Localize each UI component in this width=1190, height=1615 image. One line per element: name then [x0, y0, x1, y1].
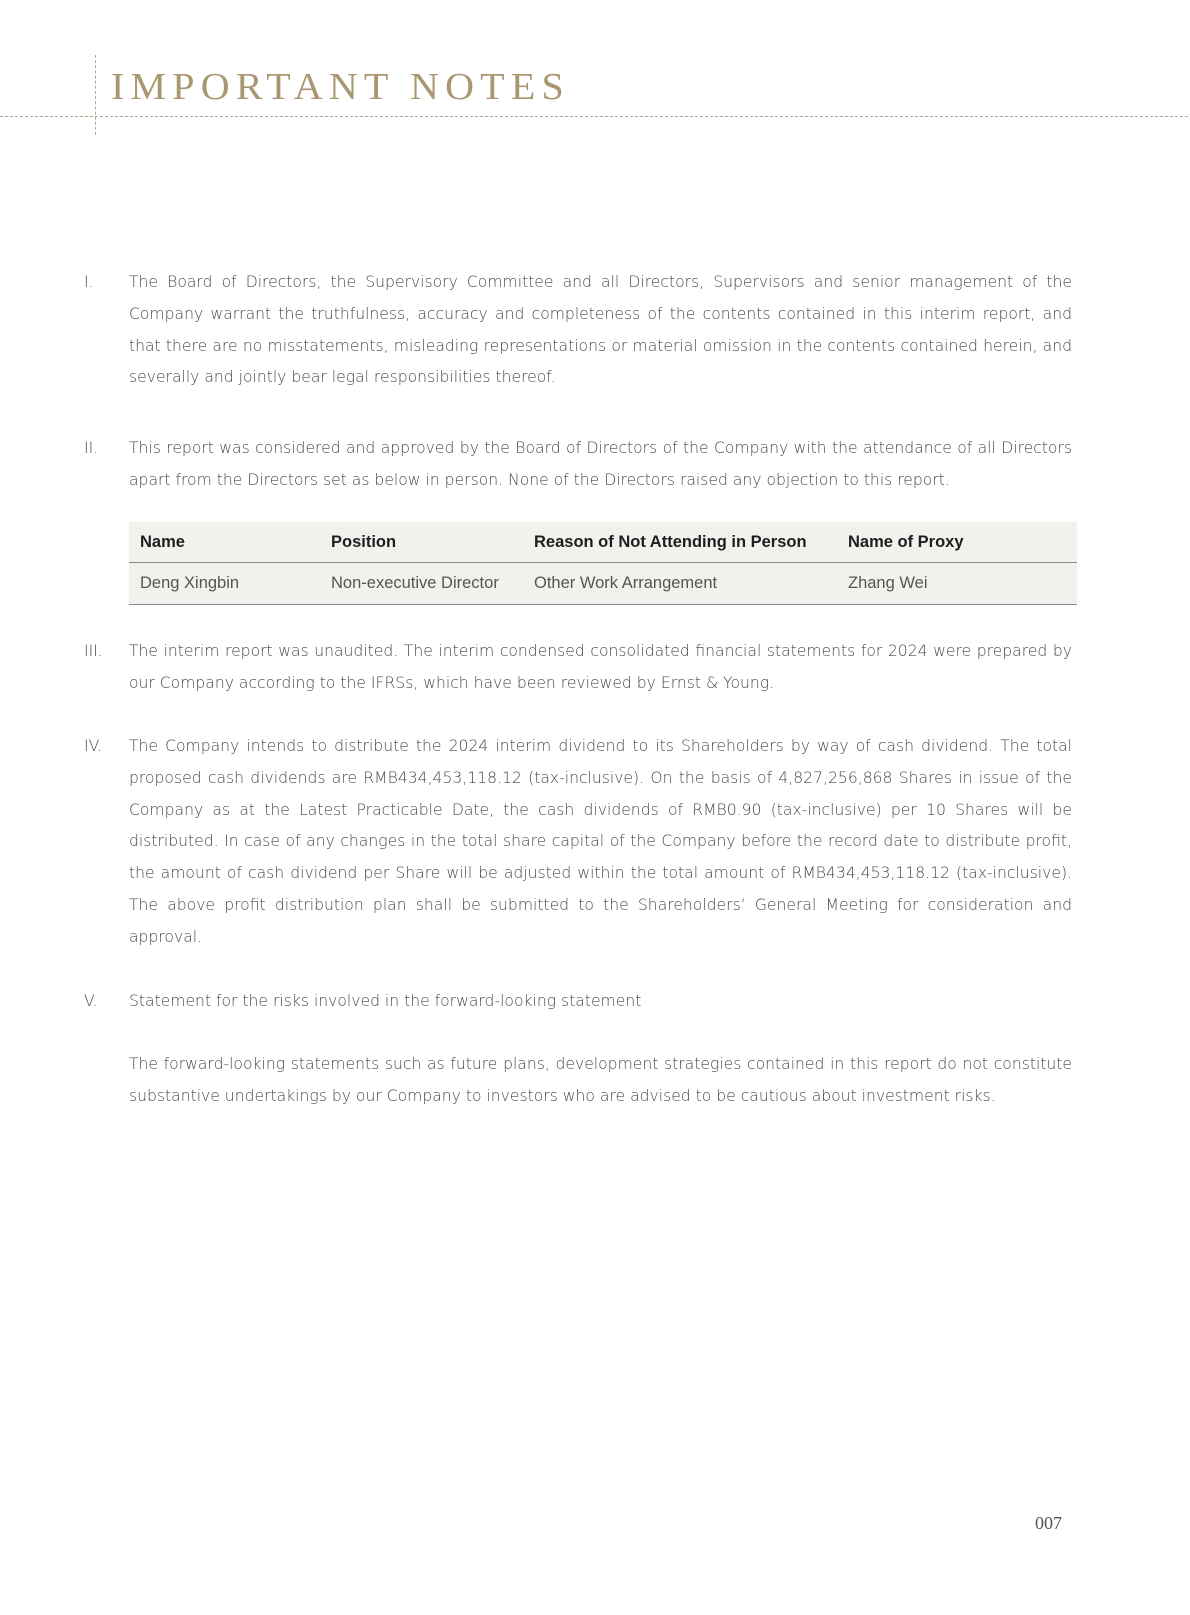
note-item-3	[84, 636, 1072, 700]
cell-position: Non-executive Director	[320, 563, 523, 605]
note-item-4	[84, 731, 1072, 954]
page-number: 007	[1035, 1513, 1062, 1533]
note-heading: Statement for the risks involved in the forward-looking statement	[129, 992, 642, 1010]
note-item-2	[84, 433, 1072, 497]
page-title: IMPORTANT NOTES	[111, 64, 570, 108]
note-text: This report was considered and approved by the Board of Directors of the Company with the attendance of all Directors apart from the Directors set as below in person. None of the Directors raised any objection to this report.	[129, 439, 1072, 489]
note-numeral: III.	[84, 642, 103, 660]
note-text: The interim report was unaudited. The interim condensed consolidated financial statements for 2024 were prepared by our Company according to the IFRSs, which have been reviewed by Ernst & Young.	[129, 642, 1072, 692]
horizontal-dashed-rule	[0, 116, 1188, 117]
note-text: The Company intends to distribute the 2024 interim dividend to its Shareholders by way of cash dividend. The total proposed cash dividends are RMB434,453,118.12 (tax-inclusive). On the basis of 4,827,256,868 Shares in issue of the Company as at the Latest Practicable Date, the cash dividends of RMB0.90 (tax-inclusive) per 10 Shares will be distributed. In case of any changes in the total share capital of the Company before the record date to distribute profit, the amount of cash dividend per Share will be adjusted within the total amount of RMB434,453,118.12 (tax-inclusive). The above profit distribution plan shall be submitted to the Shareholders’ General Meeting for consideration and approval.	[129, 737, 1072, 946]
note-subtext: The forward-looking statements such as future plans, development strategies contained in this report do not constitute substantive undertakings by our Company to investors who are advised to be cautious about investment risks.	[129, 1054, 1072, 1105]
column-header-name: Name	[129, 522, 320, 563]
absence-table	[129, 522, 1077, 605]
cell-proxy: Zhang Wei	[837, 563, 1077, 605]
cell-name: Deng Xingbin	[129, 563, 320, 605]
table-row	[129, 563, 1077, 605]
table-header-row	[129, 522, 1077, 563]
column-header-position: Position	[320, 522, 523, 563]
note-numeral: I.	[84, 273, 94, 291]
note-numeral: IV.	[84, 737, 103, 755]
column-header-reason: Reason of Not Attending in Person	[523, 522, 837, 563]
note-numeral: V.	[84, 992, 98, 1010]
vertical-dashed-rule	[95, 55, 96, 135]
note-item-5	[84, 986, 1072, 1112]
note-text: The Board of Directors, the Supervisory Committee and all Directors, Supervisors and senior management of the Company warrant the truthfulness, accuracy and completeness of the contents contained in this interim report, and that there are no misstatements, misleading representations or material omission in the contents contained herein, and severally and jointly bear legal responsibilities thereof.	[129, 273, 1072, 387]
note-numeral: II.	[84, 439, 99, 457]
cell-reason: Other Work Arrangement	[523, 563, 837, 605]
column-header-proxy: Name of Proxy	[837, 522, 1077, 563]
note-item-1	[84, 267, 1072, 394]
